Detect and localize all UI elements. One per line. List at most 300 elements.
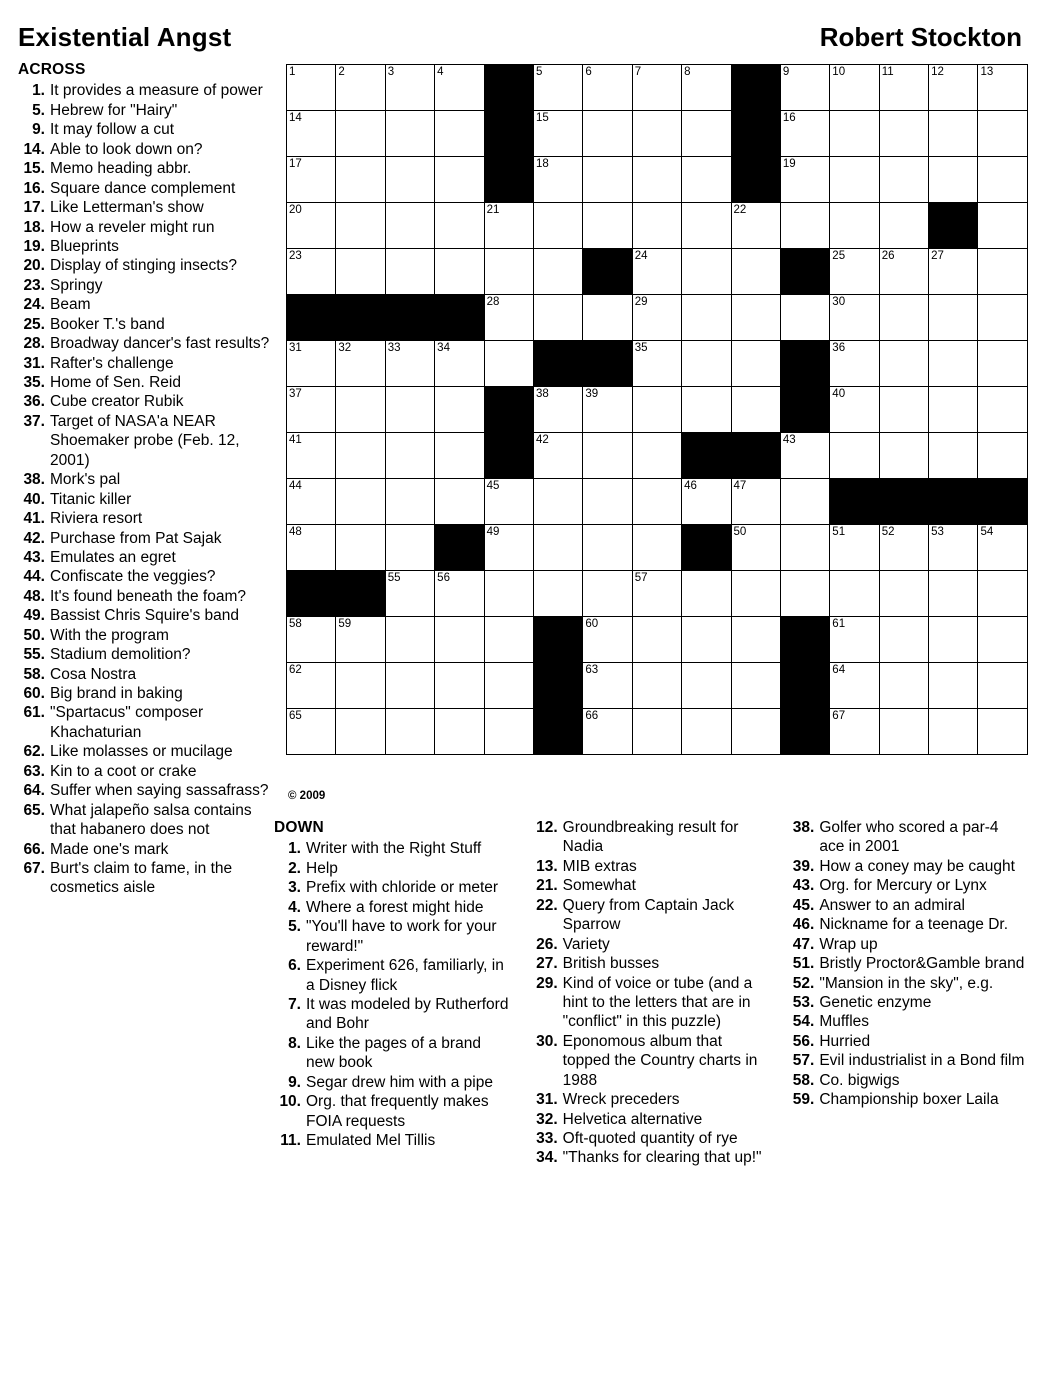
clue-text: MIB extras (562, 857, 637, 875)
grid-cell[interactable] (336, 157, 385, 203)
grid-cell[interactable] (385, 111, 434, 157)
grid-cell[interactable] (385, 617, 434, 663)
clue-item[interactable] (18, 606, 270, 625)
grid-cell[interactable] (879, 387, 928, 433)
clue-item[interactable] (274, 995, 513, 1034)
grid-cell[interactable] (583, 617, 632, 663)
clue-item[interactable] (18, 354, 270, 373)
grid-cell[interactable] (484, 663, 533, 709)
clue-item[interactable] (787, 1051, 1026, 1070)
clue-item[interactable] (18, 703, 270, 742)
grid-cell[interactable] (385, 525, 434, 571)
clue-text: Answer to an admiral (819, 896, 965, 914)
grid-cell[interactable] (583, 65, 632, 111)
clue-item[interactable] (787, 1032, 1026, 1051)
grid-cell[interactable] (682, 295, 731, 341)
clue-text: British busses (562, 955, 660, 973)
grid-cell[interactable] (435, 663, 484, 709)
grid-cell[interactable] (879, 249, 928, 295)
grid-cell[interactable] (435, 617, 484, 663)
grid-cell[interactable] (632, 433, 681, 479)
grid-cell[interactable] (682, 157, 731, 203)
grid-cell[interactable] (435, 709, 484, 755)
grid-cell[interactable] (435, 203, 484, 249)
grid-cell[interactable] (978, 617, 1027, 663)
grid-cell[interactable] (731, 249, 780, 295)
grid-cell[interactable] (287, 709, 336, 755)
grid-cell[interactable] (632, 203, 681, 249)
clue-item[interactable] (531, 818, 770, 857)
grid-cell[interactable] (632, 387, 681, 433)
grid-cell[interactable] (336, 387, 385, 433)
grid-cell[interactable] (830, 617, 879, 663)
clue-item[interactable] (531, 954, 770, 973)
grid-cell[interactable] (336, 479, 385, 525)
grid-cell[interactable] (978, 341, 1027, 387)
grid-cell[interactable] (978, 65, 1027, 111)
grid-cell[interactable] (978, 295, 1027, 341)
grid-cell[interactable] (583, 525, 632, 571)
grid-cell[interactable] (731, 479, 780, 525)
grid-cell-number: 6 (585, 66, 592, 78)
clue-item[interactable] (531, 935, 770, 954)
grid-cell[interactable] (632, 341, 681, 387)
clue-item[interactable] (531, 1110, 770, 1129)
grid-cell[interactable] (336, 617, 385, 663)
grid-cell[interactable] (287, 479, 336, 525)
grid-cell[interactable] (484, 571, 533, 617)
grid-cell[interactable] (583, 663, 632, 709)
grid-cell[interactable] (682, 617, 731, 663)
clue-text: "Thanks for clearing that up!" (562, 1149, 762, 1167)
clue-item[interactable] (531, 857, 770, 876)
grid-cell[interactable] (435, 111, 484, 157)
clue-item[interactable] (18, 626, 270, 645)
clue-number: 43. (792, 877, 815, 895)
clue-item[interactable] (18, 392, 270, 411)
clue-number: 30. (536, 1032, 558, 1050)
grid-cell[interactable] (336, 249, 385, 295)
grid-cell-block (780, 617, 829, 663)
grid-cell[interactable] (978, 111, 1027, 157)
clue-item[interactable] (787, 1071, 1026, 1090)
grid-cell[interactable] (435, 433, 484, 479)
grid-cell[interactable] (435, 479, 484, 525)
grid-cell[interactable] (336, 341, 385, 387)
grid-cell[interactable] (435, 249, 484, 295)
grid-cell[interactable] (780, 65, 829, 111)
grid-cell[interactable] (682, 387, 731, 433)
grid-cell[interactable] (336, 525, 385, 571)
grid-cell-number: 31 (289, 342, 302, 354)
clue-item[interactable] (274, 917, 513, 956)
grid-cell[interactable] (682, 65, 731, 111)
grid-cell[interactable] (780, 571, 829, 617)
grid-cell[interactable] (632, 479, 681, 525)
grid-cell[interactable] (336, 433, 385, 479)
grid-cell-block (336, 571, 385, 617)
grid-cell[interactable] (533, 111, 582, 157)
clue-text: It's found beneath the foam? (50, 587, 246, 605)
clue-item[interactable] (531, 1148, 770, 1167)
clue-item[interactable] (531, 1090, 770, 1109)
clue-number: 18. (23, 218, 45, 236)
grid-cell[interactable] (830, 433, 879, 479)
grid-cell[interactable] (583, 387, 632, 433)
clue-item[interactable] (274, 898, 513, 917)
grid-cell[interactable] (287, 65, 336, 111)
grid-cell[interactable] (632, 571, 681, 617)
clue-item[interactable] (18, 198, 270, 217)
grid-cell-number: 19 (782, 158, 796, 170)
grid-cell[interactable] (385, 341, 434, 387)
grid-cell[interactable] (929, 157, 978, 203)
grid-cell[interactable] (484, 617, 533, 663)
grid-cell[interactable] (287, 157, 336, 203)
grid-cell[interactable] (336, 663, 385, 709)
clue-item[interactable] (787, 954, 1026, 973)
grid-cell[interactable] (385, 203, 434, 249)
clue-item[interactable] (531, 896, 770, 935)
grid-cell-number: 45 (486, 480, 500, 492)
grid-cell[interactable] (632, 617, 681, 663)
clue-item[interactable] (274, 878, 513, 897)
grid-cell[interactable] (484, 341, 533, 387)
clue-item[interactable] (787, 993, 1026, 1012)
grid-cell[interactable] (385, 571, 434, 617)
grid-cell[interactable] (780, 203, 829, 249)
grid-cell[interactable] (583, 157, 632, 203)
clue-item[interactable] (18, 470, 270, 489)
grid-cell[interactable] (879, 709, 928, 755)
grid-cell[interactable] (879, 617, 928, 663)
grid-cell[interactable] (731, 617, 780, 663)
clue-number: 16. (23, 179, 45, 197)
grid-cell[interactable] (830, 571, 879, 617)
grid-cell[interactable] (929, 525, 978, 571)
clue-item[interactable] (18, 529, 270, 548)
grid-cell[interactable] (287, 111, 336, 157)
grid-cell[interactable] (385, 663, 434, 709)
grid-cell[interactable] (929, 387, 978, 433)
grid-cell[interactable] (830, 249, 879, 295)
grid-cell[interactable] (435, 571, 484, 617)
grid-cell[interactable] (632, 709, 681, 755)
clue-item[interactable] (18, 101, 270, 120)
grid-cell[interactable] (484, 479, 533, 525)
grid-cell[interactable] (435, 157, 484, 203)
clue-number: 45. (792, 896, 815, 914)
grid-cell[interactable] (287, 203, 336, 249)
clue-item[interactable] (18, 179, 270, 198)
grid-cell[interactable] (731, 203, 780, 249)
grid-cell[interactable] (978, 203, 1027, 249)
grid-cell[interactable] (731, 525, 780, 571)
grid-cell[interactable] (583, 295, 632, 341)
grid-cell[interactable] (929, 571, 978, 617)
grid-cell[interactable] (879, 203, 928, 249)
grid-cell[interactable] (484, 295, 533, 341)
grid-cell[interactable] (879, 433, 928, 479)
grid-cell-block (435, 295, 484, 341)
grid-cell[interactable] (879, 663, 928, 709)
clue-item[interactable] (18, 567, 270, 586)
clue-item[interactable] (18, 218, 270, 237)
grid-cell[interactable] (879, 571, 928, 617)
grid-cell[interactable] (731, 571, 780, 617)
grid-cell[interactable] (287, 525, 336, 571)
grid-cell[interactable] (780, 157, 829, 203)
clue-item[interactable] (274, 1131, 513, 1150)
clue-item[interactable] (18, 762, 270, 781)
grid-cell[interactable] (287, 387, 336, 433)
clue-item[interactable] (787, 1012, 1026, 1031)
clue-item[interactable] (18, 490, 270, 509)
grid-cell[interactable] (682, 341, 731, 387)
clue-item[interactable] (18, 645, 270, 664)
grid-cell[interactable] (879, 111, 928, 157)
grid-cell[interactable] (533, 525, 582, 571)
grid-cell[interactable] (632, 295, 681, 341)
clue-item[interactable] (18, 334, 270, 353)
grid-cell[interactable] (929, 249, 978, 295)
grid-cell[interactable] (830, 203, 879, 249)
grid-cell[interactable] (583, 709, 632, 755)
grid-cell[interactable] (830, 295, 879, 341)
clue-item[interactable] (18, 237, 270, 256)
clue-item[interactable] (274, 1092, 513, 1131)
clue-item[interactable] (787, 857, 1026, 876)
grid-cell[interactable] (385, 433, 434, 479)
grid-cell-block (682, 433, 731, 479)
grid-cell[interactable] (583, 111, 632, 157)
grid-cell[interactable] (533, 249, 582, 295)
grid-cell[interactable] (484, 249, 533, 295)
grid-cell[interactable] (533, 571, 582, 617)
grid-cell[interactable] (929, 295, 978, 341)
grid-cell-number: 13 (980, 66, 994, 78)
clue-text: Evil industrialist in a Bond film (819, 1052, 1025, 1070)
grid-cell[interactable] (978, 433, 1027, 479)
grid-cell[interactable] (830, 157, 879, 203)
clue-item[interactable] (18, 587, 270, 606)
grid-cell[interactable] (336, 111, 385, 157)
clue-item[interactable] (18, 801, 270, 840)
grid-cell-number: 11 (881, 66, 894, 78)
clue-item[interactable] (18, 315, 270, 334)
grid-cell[interactable] (533, 157, 582, 203)
grid-cell[interactable] (830, 709, 879, 755)
clue-item[interactable] (787, 1090, 1026, 1109)
grid-cell[interactable] (287, 249, 336, 295)
clue-number: 10. (279, 1093, 301, 1111)
clue-item[interactable] (18, 256, 270, 275)
grid-cell[interactable] (533, 295, 582, 341)
grid-cell[interactable] (484, 203, 533, 249)
grid-cell[interactable] (336, 203, 385, 249)
grid-cell[interactable] (632, 525, 681, 571)
grid-cell[interactable] (682, 203, 731, 249)
clue-item[interactable] (274, 1073, 513, 1092)
clue-text: Kin to a coot or crake (50, 762, 197, 780)
grid-cell[interactable] (682, 709, 731, 755)
clue-item[interactable] (18, 295, 270, 314)
grid-cell[interactable] (879, 65, 928, 111)
grid-cell[interactable] (879, 157, 928, 203)
puzzle-author: Robert Stockton (819, 22, 1022, 52)
grid-cell[interactable] (533, 65, 582, 111)
clue-item[interactable] (18, 742, 270, 761)
grid-cell[interactable] (830, 65, 879, 111)
grid-cell[interactable] (632, 663, 681, 709)
clue-number: 40. (23, 490, 45, 508)
grid-cell[interactable] (632, 157, 681, 203)
grid-cell[interactable] (484, 525, 533, 571)
clue-item[interactable] (787, 876, 1026, 895)
grid-cell[interactable] (929, 341, 978, 387)
grid-cell[interactable] (533, 479, 582, 525)
grid-cell[interactable] (830, 387, 879, 433)
clue-item[interactable] (18, 412, 270, 470)
grid-cell[interactable] (583, 433, 632, 479)
clue-item[interactable] (787, 818, 1026, 857)
grid-cell[interactable] (929, 111, 978, 157)
grid-cell[interactable] (583, 479, 632, 525)
clue-item[interactable] (787, 974, 1026, 993)
grid-cell[interactable] (731, 341, 780, 387)
grid-cell[interactable] (682, 663, 731, 709)
clue-number: 57. (792, 1052, 815, 1070)
grid-cell[interactable] (385, 387, 434, 433)
clue-item[interactable] (531, 876, 770, 895)
grid-cell[interactable] (287, 663, 336, 709)
grid-cell[interactable] (731, 295, 780, 341)
clue-item[interactable] (787, 935, 1026, 954)
grid-cell[interactable] (978, 663, 1027, 709)
clue-item[interactable] (18, 665, 270, 684)
clue-item[interactable] (531, 974, 770, 1032)
clue-item[interactable] (274, 839, 513, 858)
grid-cell[interactable] (978, 387, 1027, 433)
grid-cell[interactable] (682, 571, 731, 617)
grid-cell[interactable] (978, 571, 1027, 617)
clue-text: Titanic killer (50, 490, 132, 508)
grid-cell[interactable] (435, 387, 484, 433)
grid-cell[interactable] (780, 433, 829, 479)
grid-cell[interactable] (978, 249, 1027, 295)
grid-cell[interactable] (830, 525, 879, 571)
grid-cell[interactable] (287, 433, 336, 479)
grid-cell[interactable] (385, 479, 434, 525)
grid-cell[interactable] (780, 479, 829, 525)
grid-cell[interactable] (336, 709, 385, 755)
grid-cell[interactable] (731, 709, 780, 755)
grid-cell[interactable] (879, 295, 928, 341)
grid-cell[interactable] (830, 111, 879, 157)
grid-cell[interactable] (583, 571, 632, 617)
clue-text: Wrap up (819, 935, 878, 953)
clue-item[interactable] (18, 781, 270, 800)
clue-item[interactable] (18, 120, 270, 139)
clue-item[interactable] (18, 548, 270, 567)
clue-item[interactable] (18, 140, 270, 159)
grid-cell[interactable] (682, 249, 731, 295)
clue-item[interactable] (274, 956, 513, 995)
grid-cell[interactable] (533, 203, 582, 249)
grid-cell[interactable] (632, 111, 681, 157)
grid-cell[interactable] (632, 65, 681, 111)
grid-cell[interactable] (385, 249, 434, 295)
grid-cell[interactable] (731, 663, 780, 709)
grid-cell[interactable] (583, 203, 632, 249)
clue-item[interactable] (18, 81, 270, 100)
grid-cell[interactable] (879, 341, 928, 387)
clue-item[interactable] (274, 859, 513, 878)
grid-cell[interactable] (879, 525, 928, 571)
grid-cell[interactable] (287, 341, 336, 387)
clue-item[interactable] (531, 1032, 770, 1090)
grid-cell[interactable] (435, 65, 484, 111)
clue-text: Query from Captain Jack Sparrow (562, 896, 735, 934)
grid-cell[interactable] (385, 709, 434, 755)
grid-cell[interactable] (929, 433, 978, 479)
clue-item[interactable] (18, 159, 270, 178)
grid-cell[interactable] (435, 341, 484, 387)
clue-item[interactable] (18, 373, 270, 392)
grid-cell[interactable] (929, 617, 978, 663)
grid-cell[interactable] (682, 111, 731, 157)
grid-cell[interactable] (632, 249, 681, 295)
grid-cell[interactable] (978, 157, 1027, 203)
grid-cell[interactable] (484, 709, 533, 755)
grid-cell[interactable] (929, 663, 978, 709)
grid-cell[interactable] (780, 111, 829, 157)
crossword-grid[interactable] (286, 64, 1028, 755)
grid-cell[interactable] (682, 479, 731, 525)
grid-cell[interactable] (533, 387, 582, 433)
grid-cell[interactable] (929, 709, 978, 755)
grid-cell[interactable] (780, 295, 829, 341)
grid-cell[interactable] (780, 525, 829, 571)
clue-item[interactable] (18, 859, 270, 898)
clue-item[interactable] (274, 1034, 513, 1073)
grid-cell[interactable] (929, 65, 978, 111)
clue-item[interactable] (18, 684, 270, 703)
grid-cell[interactable] (385, 157, 434, 203)
clue-number: 66. (23, 840, 45, 858)
clue-text: Muffles (819, 1013, 870, 1031)
grid-cell[interactable] (731, 387, 780, 433)
clue-number: 61. (23, 704, 45, 722)
grid-cell[interactable] (978, 709, 1027, 755)
clue-item[interactable] (18, 509, 270, 528)
grid-cell[interactable] (978, 525, 1027, 571)
clue-item[interactable] (18, 276, 270, 295)
grid-cell[interactable] (336, 65, 385, 111)
clue-number: 41. (23, 510, 45, 528)
clue-item[interactable] (531, 1129, 770, 1148)
grid-cell[interactable] (385, 65, 434, 111)
grid-cell-block (929, 479, 978, 525)
clue-item[interactable] (18, 840, 270, 859)
grid-cell[interactable] (533, 433, 582, 479)
grid-cell[interactable] (287, 617, 336, 663)
clue-item[interactable] (787, 896, 1026, 915)
clue-item[interactable] (787, 915, 1026, 934)
grid-cell[interactable] (830, 341, 879, 387)
grid-cell[interactable] (830, 663, 879, 709)
clue-text: Rafter's challenge (50, 354, 174, 372)
